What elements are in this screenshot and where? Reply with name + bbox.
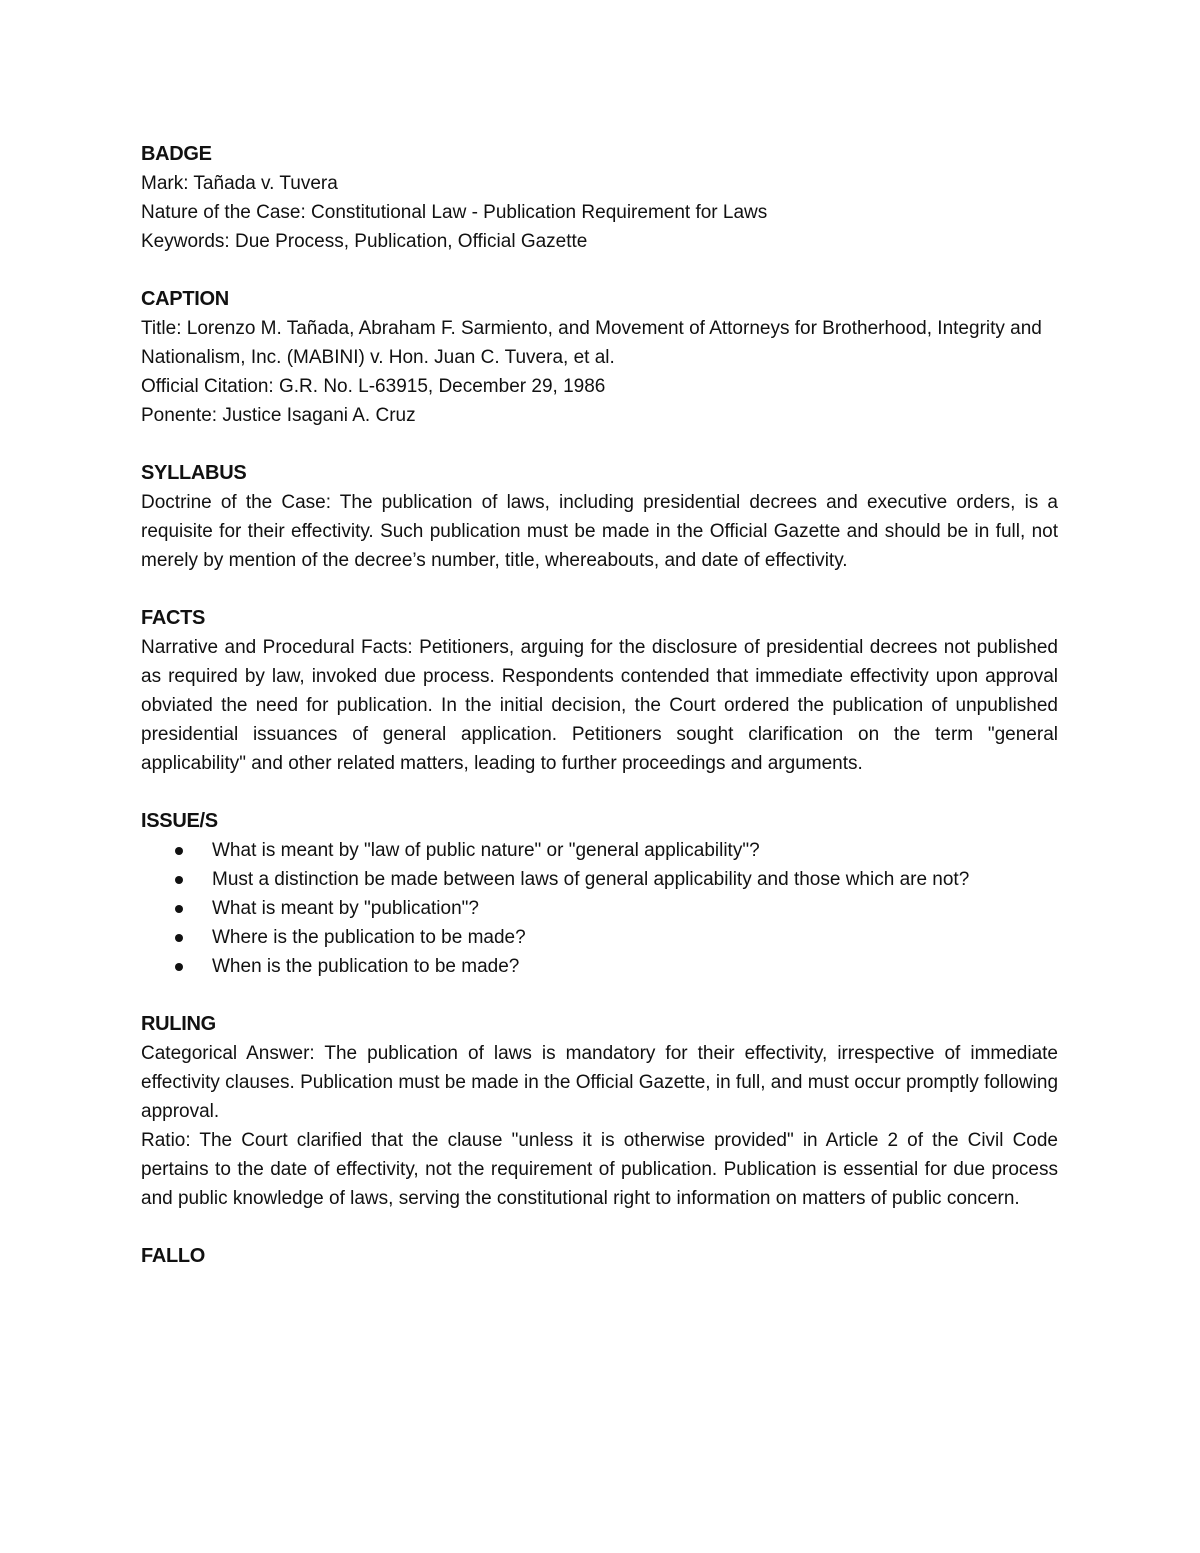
issue-text: What is meant by "law of public nature" or "general applicability"? (212, 840, 760, 861)
issue-text: Where is the publication to be made? (212, 927, 526, 948)
ruling-ratio: Ratio: The Court clarified that the clause "unless it is otherwise provided" in Article 2 of the Civil Code pertains to the date of effectivity, not the requirement of publication. Publication is essential for due process and public knowledge of laws, serving the constitutional right to information on matters of public concern. (141, 1130, 1058, 1209)
badge-section (141, 140, 1058, 256)
facts-section (141, 604, 1058, 778)
bullet-icon (175, 934, 183, 942)
issues-heading: ISSUE/S (141, 810, 218, 832)
issues-section (141, 807, 1058, 981)
fallo-heading: FALLO (141, 1245, 206, 1267)
syllabus-section (141, 459, 1058, 575)
caption-title: Title: Lorenzo M. Tañada, Abraham F. Sarmiento, and Movement of Attorneys for Brotherhood, Integrity and Nationalism, Inc. (MABINI) v. Hon. Juan C. Tuvera, et al. (141, 318, 1042, 368)
caption-heading: CAPTION (141, 288, 229, 310)
bullet-icon (175, 905, 183, 913)
issue-item (141, 865, 1058, 894)
badge-keywords: Keywords: Due Process, Publication, Official Gazette (141, 231, 588, 252)
fallo-section (141, 1242, 1058, 1271)
caption-section (141, 285, 1058, 430)
issue-item (141, 923, 1058, 952)
caption-ponente: Ponente: Justice Isagani A. Cruz (141, 405, 416, 426)
badge-nature: Nature of the Case: Constitutional Law - Publication Requirement for Laws (141, 202, 768, 223)
issue-item (141, 952, 1058, 981)
ruling-answer: Categorical Answer: The publication of laws is mandatory for their effectivity, irrespective of immediate effectivity clauses. Publication must be made in the Official Gazette, in full, and must occur promptly following approval. (141, 1043, 1059, 1122)
issue-text: When is the publication to be made? (212, 956, 520, 977)
document-page (141, 140, 1058, 1300)
bullet-icon (175, 876, 183, 884)
badge-mark: Mark: Tañada v. Tuvera (141, 173, 338, 194)
bullet-icon (175, 847, 183, 855)
issue-item (141, 894, 1058, 923)
caption-citation: Official Citation: G.R. No. L-63915, December 29, 1986 (141, 376, 606, 397)
ruling-heading: RULING (141, 1013, 216, 1035)
facts-heading: FACTS (141, 607, 206, 629)
facts-narrative: Narrative and Procedural Facts: Petitioners, arguing for the disclosure of presidential decrees not published as required by law, invoked due process. Respondents contended that immediate effectivity upon approval obviated the need for publication. In the initial decision, the Court ordered the publication of unpublished presidential issuances of general application. Petitioners sought clarification on the term "general applicability" and other related matters, leading to further proceedings and arguments. (141, 637, 1058, 774)
issue-text: What is meant by "publication"? (212, 898, 479, 919)
issue-item (141, 836, 1058, 865)
bullet-icon (175, 963, 183, 971)
syllabus-heading: SYLLABUS (141, 462, 247, 484)
issues-list (141, 836, 1058, 981)
ruling-section (141, 1010, 1058, 1213)
issue-text: Must a distinction be made between laws of general applicability and those which are not? (212, 869, 970, 890)
syllabus-doctrine: Doctrine of the Case: The publication of laws, including presidential decrees and executive orders, is a requisite for their effectivity. Such publication must be made in the Official Gazette and should be in full, not merely by mention of the decree’s number, title, whereabouts, and date of effectivity. (141, 492, 1058, 571)
badge-heading: BADGE (141, 143, 212, 165)
